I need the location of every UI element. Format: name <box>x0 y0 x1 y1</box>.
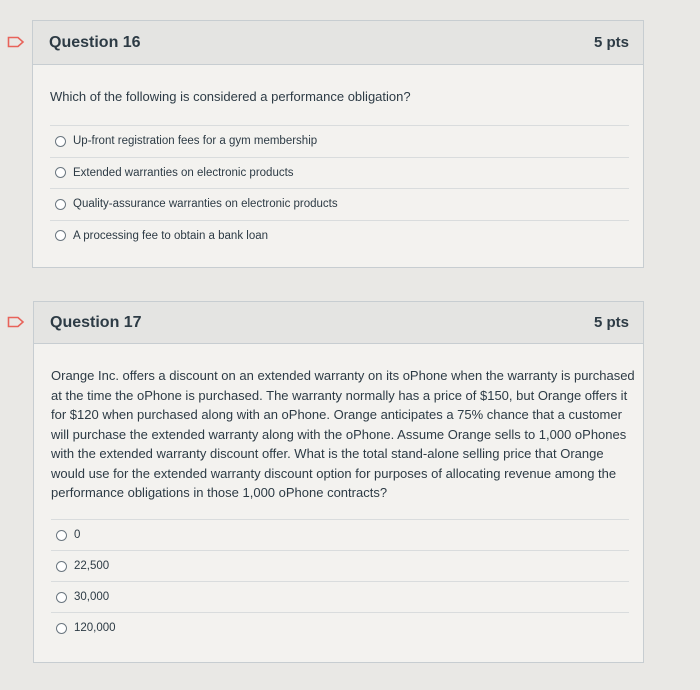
radio-empty-icon[interactable] <box>55 230 66 241</box>
answer-option[interactable] <box>50 188 629 220</box>
question-text: Which of the following is considered a performance obligation? <box>50 89 411 104</box>
answer-label: 22,500 <box>74 560 110 572</box>
answer-option[interactable] <box>51 550 629 581</box>
answer-option[interactable] <box>50 125 629 157</box>
question-17 <box>33 301 644 663</box>
question-points: 5 pts <box>593 34 629 51</box>
answer-label: 0 <box>74 529 81 541</box>
answer-label: Quality-assurance warranties on electronic products <box>73 198 338 211</box>
question-text: Orange Inc. offers a discount on an extended warranty on its oPhone when the warranty is purchased at the time the oPhone is purchased. The warranty normally has a price of $150, but Orange offers it for $120 when purchased along with an oPhone. Orange anticipates a 75% chance that a customer will purchase the extended warranty along with the oPhone. Assume Orange sells to 1,000 oPhones with the extended warranty discount offer. What is the total stand-alone selling price that Orange would use for the extended warranty discount option for purposes of allocating revenue among the performance obligations in those 1,000 oPhone contracts? <box>51 368 635 500</box>
radio-empty-icon[interactable] <box>56 592 67 603</box>
radio-empty-icon[interactable] <box>55 136 66 147</box>
question-points: 5 pts <box>593 314 629 331</box>
answer-option[interactable] <box>51 519 629 550</box>
answer-label: 30,000 <box>74 591 110 603</box>
question-header <box>33 21 643 65</box>
answer-label: Up-front registration fees for a gym membership <box>73 135 318 148</box>
answer-list <box>51 519 629 643</box>
question-title: Question 17 <box>50 313 142 331</box>
answer-option[interactable] <box>50 157 629 189</box>
question-header <box>34 302 643 344</box>
flag-question-17-icon[interactable] <box>7 316 25 328</box>
answer-option[interactable] <box>51 612 629 643</box>
radio-empty-icon[interactable] <box>55 199 66 210</box>
answer-label: A processing fee to obtain a bank loan <box>73 229 269 242</box>
answer-label: 120,000 <box>74 622 116 634</box>
question-16 <box>32 20 644 268</box>
flag-question-16-icon[interactable] <box>7 36 25 48</box>
answer-label: Extended warranties on electronic products <box>73 166 294 179</box>
question-title: Question 16 <box>49 33 141 51</box>
radio-empty-icon[interactable] <box>56 530 67 541</box>
answer-option[interactable] <box>51 581 629 612</box>
answer-list <box>50 125 629 251</box>
radio-empty-icon[interactable] <box>56 623 67 634</box>
radio-empty-icon[interactable] <box>56 561 67 572</box>
radio-empty-icon[interactable] <box>55 167 66 178</box>
answer-option[interactable] <box>50 220 629 252</box>
